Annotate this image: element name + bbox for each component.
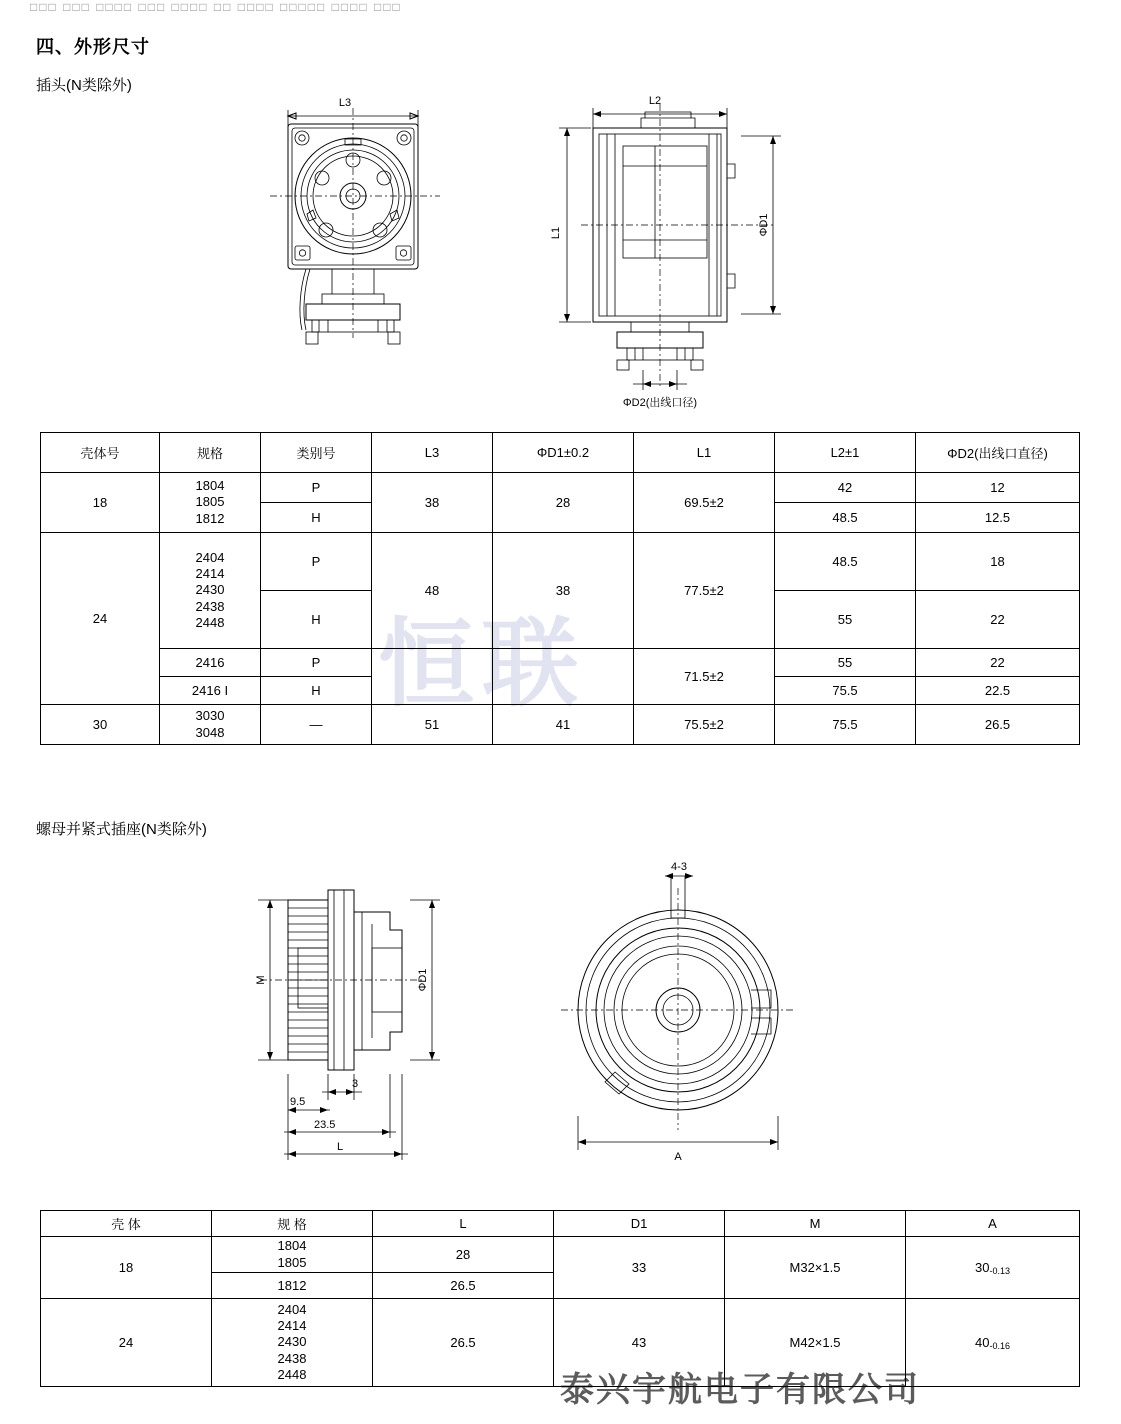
cell2-m-24: M42×1.5 [725, 1299, 906, 1387]
cell-spec-24b-2: 2416 I [160, 677, 261, 705]
th-shell: 壳体号 [41, 433, 160, 473]
cell-spec-30: 3030 3048 [160, 705, 261, 745]
table-plug-dimensions [40, 432, 1080, 745]
cell-d1-24: 38 [493, 533, 634, 649]
cell-spec-24b-1: 2416 [160, 649, 261, 677]
cell-d1-24b [493, 649, 634, 705]
cell-l2-30: 75.5 [775, 705, 916, 745]
cell-type-24a-h: H [261, 591, 372, 649]
th-d2: ΦD2(出线口直径) [916, 433, 1080, 473]
drawing-plug-side-view [545, 88, 795, 418]
cell-d2-30: 26.5 [916, 705, 1080, 745]
label-phi-d1: ΦD1 [758, 213, 770, 237]
cell-l2-24b-h: 75.5 [775, 677, 916, 705]
th-l1: L1 [634, 433, 775, 473]
label-l2: L2 [648, 95, 662, 107]
label-l1: L1 [550, 226, 562, 240]
th2-l: L [373, 1211, 554, 1237]
cell-l3-24b [372, 649, 493, 705]
label-a: A [674, 1151, 682, 1163]
cell2-a-24: $40_{-0.16}$ [906, 1299, 1080, 1387]
table-row [41, 1299, 1080, 1387]
watermark-logo: 恒联 [378, 607, 586, 720]
cell2-a-18: $30_{-0.13}$ [906, 1237, 1080, 1299]
label-l3: L3 [338, 97, 352, 109]
cell2-l-18b: 26.5 [373, 1273, 554, 1299]
th-d1: ΦD1±0.2 [493, 433, 634, 473]
cell-l3-24: 48 [372, 533, 493, 649]
th-l3: L3 [372, 433, 493, 473]
cell-l1-18: 69.5±2 [634, 473, 775, 533]
cell-l1-24a: 77.5±2 [634, 533, 775, 649]
cell-d2-24b-h: 22.5 [916, 677, 1080, 705]
th-type: 类别号 [261, 433, 372, 473]
cell2-spec-18a: 1804 1805 [212, 1237, 373, 1273]
cell-type-24b-p: P [261, 649, 372, 677]
cell-spec-24a: 2404 2414 2430 2438 2448 [160, 533, 261, 649]
cell-shell-18: 18 [41, 473, 160, 533]
th-spec: 规格 [160, 433, 261, 473]
cell2-spec-18b: 1812 [212, 1273, 373, 1299]
cell2-shell-18: 18 [41, 1237, 212, 1299]
cell2-l-18a: 28 [373, 1237, 554, 1273]
subheading-plug: 插头(N类除外) [36, 77, 132, 94]
cell-d2-18-h: 12.5 [916, 503, 1080, 533]
cell2-l-24: 26.5 [373, 1299, 554, 1387]
cell-shell-24: 24 [41, 533, 160, 705]
watermark-company: 泰兴宇航电子有限公司 [560, 1370, 920, 1410]
cell-type-18-h: H [261, 503, 372, 533]
drawing-receptacle-section-view [240, 860, 480, 1180]
cell2-shell-24: 24 [41, 1299, 212, 1387]
cell-l3-30: 51 [372, 705, 493, 745]
cell-d2-24b-p: 22 [916, 649, 1080, 677]
table-header-row [41, 1211, 1080, 1237]
cell-type-18-p: P [261, 473, 372, 503]
label-dim-3: 3 [352, 1078, 359, 1090]
table-row [41, 1237, 1080, 1273]
th2-d1: D1 [554, 1211, 725, 1237]
drawing-receptacle-front-view [545, 858, 805, 1168]
drawing-plug-front-view [250, 88, 500, 378]
subheading-receptacle: 螺母并紧式插座(N类除外) [36, 821, 207, 838]
table-row [41, 473, 1080, 503]
cell-l1-30: 75.5±2 [634, 705, 775, 745]
label-dim-9-5: 9.5 [290, 1096, 306, 1108]
cell-d1-18: 28 [493, 473, 634, 533]
partial-top-line: □□□ □□□ □□□□ □□□ □□□□ □□ □□□□ □□□□□ □□□□ □□□ [30, 0, 402, 14]
table-header-row [41, 433, 1080, 473]
table-receptacle-dimensions [40, 1210, 1080, 1387]
th2-shell: 壳 体 [41, 1211, 212, 1237]
cell-l3-18: 38 [372, 473, 493, 533]
label-phi-d2-note: ΦD2(出线口径) [622, 397, 698, 409]
label-hole-4-3: 4-3 [671, 861, 687, 873]
label-m: M [255, 975, 267, 985]
cell-spec-18: 1804 1805 1812 [160, 473, 261, 533]
cell-l2-24b-p: 55 [775, 649, 916, 677]
table-row [41, 533, 1080, 591]
label-dim-23-5: 23.5 [314, 1119, 336, 1131]
cell2-d1-24: 43 [554, 1299, 725, 1387]
table-row [41, 649, 1080, 677]
cell-d2-24a-p: 18 [916, 533, 1080, 591]
cell-type-24b-h: H [261, 677, 372, 705]
th2-spec: 规 格 [212, 1211, 373, 1237]
cell-type-24a-p: P [261, 533, 372, 591]
cell-l2-24a-p: 48.5 [775, 533, 916, 591]
th2-a: A [906, 1211, 1080, 1237]
th2-m: M [725, 1211, 906, 1237]
cell-d1-30: 41 [493, 705, 634, 745]
cell2-spec-24: 2404 2414 2430 2438 2448 [212, 1299, 373, 1387]
cell-l2-18-h: 48.5 [775, 503, 916, 533]
cell-l2-18-p: 42 [775, 473, 916, 503]
cell-l1-24b: 71.5±2 [634, 649, 775, 705]
label-l: L [336, 1141, 344, 1153]
cell-d2-24a-h: 22 [916, 591, 1080, 649]
cell-type-30: — [261, 705, 372, 745]
cell2-m-18: M32×1.5 [725, 1237, 906, 1299]
cell2-d1-18: 33 [554, 1237, 725, 1299]
table-row [41, 705, 1080, 745]
label-phi-d1-recept: ΦD1 [417, 968, 429, 992]
th-l2: L2±1 [775, 433, 916, 473]
cell-shell-30: 30 [41, 705, 160, 745]
section-heading: 四、外形尺寸 [36, 37, 150, 57]
cell-l2-24a-h: 55 [775, 591, 916, 649]
cell-d2-18-p: 12 [916, 473, 1080, 503]
